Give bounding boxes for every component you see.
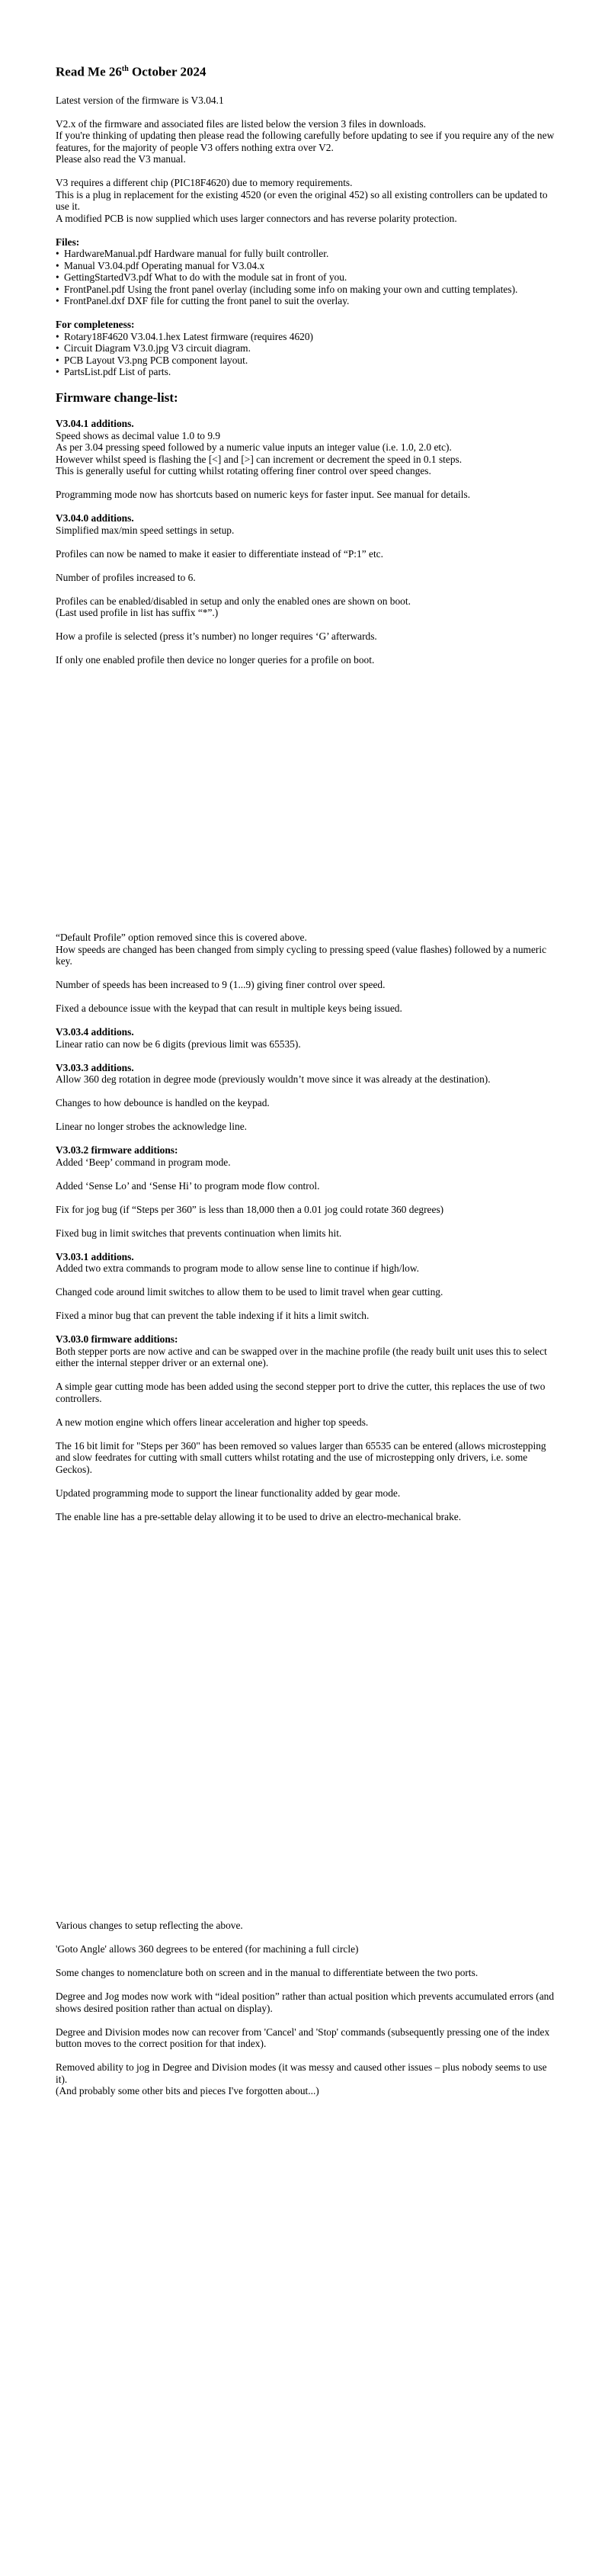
change-note: A simple gear cutting mode has been added using the second stepper port to drive the cutter, this replaces the use of two controllers. — [56, 1381, 546, 1404]
changelist-part-3 — [56, 1920, 559, 2097]
intro-paragraph: V2.x of the firmware and associated files are listed below the version 3 files in downloads. If you're thinking of updating then please read the following carefully before updating to see if you require any of the new features, for the majority of people V3 offers nothing extra over V2. Please also read the V3 manual. — [56, 117, 555, 165]
change-note: Added ‘Beep’ command in program mode. — [56, 1156, 231, 1168]
change-note: Fix for jog bug (if “Steps per 360” is less than 18,000 then a 0.01 jog could rotate 360 degrees) — [56, 1203, 444, 1215]
list-item: • Circuit Diagram V3.0.jpg V3 circuit diagram. — [56, 342, 559, 354]
intro-paragraph: V3 requires a different chip (PIC18F4620) due to memory requirements. This is a plug in replacement for the existing 4520 (or even the original 452) so all existing controllers can be updated to use it. A modified PCB is now supplied which uses larger connectors and has reverse polarity protection. — [56, 177, 548, 224]
list-item: • Manual V3.04.pdf Operating manual for V3.04.x — [56, 260, 559, 272]
changelist-part-1 — [56, 418, 559, 666]
list-item: • FrontPanel.pdf Using the front panel overlay (including some info on making your own and cutting templates). — [56, 284, 559, 296]
version-heading: V3.03.1 additions. — [56, 1250, 134, 1262]
version-heading: V3.04.1 additions. — [56, 418, 134, 430]
change-note: Various changes to setup reflecting the above. — [56, 1920, 243, 1931]
files-list — [56, 248, 559, 307]
change-note: Changes to how debounce is handled on the keypad. — [56, 1097, 270, 1108]
change-note: Fixed a debounce issue with the keypad that can result in multiple keys being issued. — [56, 1002, 402, 1014]
list-item: • GettingStartedV3.pdf What to do with the module sat in front of you. — [56, 271, 559, 284]
change-note: How a profile is selected (press it’s number) no longer requires ‘G’ afterwards. — [56, 630, 377, 643]
list-item: • FrontPanel.dxf DXF file for cutting the front panel to suit the overlay. — [56, 295, 559, 307]
change-note: Removed ability to jog in Degree and Division modes (it was messy and caused other issues – plus nobody seems to use it). (And probably some other bits and pieces I've forgotten about...) — [56, 2061, 547, 2096]
intro-paragraph: Latest version of the firmware is V3.04.1 — [56, 94, 224, 106]
list-item: • PartsList.pdf List of parts. — [56, 366, 559, 378]
change-note: Profiles can now be named to make it easier to differentiate instead of “P:1” etc. — [56, 547, 383, 560]
intro-section — [56, 95, 559, 225]
change-note: Speed shows as decimal value 1.0 to 9.9 As per 3.04 pressing speed followed by a numeric value inputs an integer value (i.e. 1.0, 2.0 etc). However whilst speed is flashing the [<] and [>] can increment or decrement the speed in 0.1 steps. This is generally useful for cutting whilst rotating offering finer control over speed changes. — [56, 429, 463, 477]
version-heading: V3.03.0 firmware additions: — [56, 1333, 178, 1345]
change-note: Programming mode now has shortcuts based on numeric keys for faster input. See manual for details. — [56, 489, 471, 501]
list-item: • PCB Layout V3.png PCB component layout. — [56, 354, 559, 367]
change-note: 'Goto Angle' allows 360 degrees to be entered (for machining a full circle) — [56, 1943, 359, 1955]
change-note: Added ‘Sense Lo’ and ‘Sense Hi’ to program mode flow control. — [56, 1179, 320, 1192]
change-note: Allow 360 deg rotation in degree mode (previously wouldn’t move since it was already at the destination). — [56, 1073, 491, 1085]
change-note: A new motion engine which offers linear acceleration and higher top speeds. — [56, 1416, 369, 1428]
document-page-2 — [56, 932, 559, 1535]
changelist-heading: Firmware change-list: — [56, 390, 178, 406]
document-title: Read Me 26th October 2024 — [56, 64, 206, 79]
version-heading: V3.03.2 firmware additions: — [56, 1144, 178, 1156]
change-note: Updated programming mode to support the linear functionality added by gear mode. — [56, 1487, 401, 1499]
change-note: Degree and Division modes now can recover from 'Cancel' and 'Stop' commands (subsequently pressing one of the index button moves to the correct position for that index). — [56, 2026, 550, 2049]
change-note: Profiles can be enabled/disabled in setup and only the enabled ones are shown on boot. (Last used profile in list has suffix “*”.) — [56, 595, 411, 619]
change-note: Linear no longer strobes the acknowledge line. — [56, 1121, 247, 1132]
document-page-1 — [56, 61, 559, 678]
changelist-continued — [56, 932, 559, 1015]
change-note: Both stepper ports are now active and can be swapped over in the machine profile (the ready built unit uses this to select either the internal stepper driver or an external one). — [56, 1345, 547, 1368]
change-note: Degree and Jog modes now work with “ideal position” rather than actual position which prevents accumulated errors (and shows desired position rather than actual on display). — [56, 1991, 555, 2014]
change-note: Simplified max/min speed settings in setup. — [56, 524, 235, 536]
change-note: Changed code around limit switches to allow them to be used to limit travel when gear cutting. — [56, 1286, 443, 1298]
change-note: The 16 bit limit for "Steps per 360" has been removed so values larger than 65535 can be entered (allows microstepping and slow feedrates for cutting with small cutters whilst rotating and the use of microstepping only drivers, i.e. some Geckos). — [56, 1439, 546, 1475]
change-note: The enable line has a pre-settable delay allowing it to be used to drive an electro-mechanical brake. — [56, 1510, 462, 1522]
version-heading: V3.03.3 additions. — [56, 1061, 134, 1073]
changelist-part-2 — [56, 1026, 559, 1522]
files-heading: Files: — [56, 236, 80, 248]
change-note: Fixed bug in limit switches that prevents continuation when limits hit. — [56, 1227, 342, 1239]
list-item: • HardwareManual.pdf Hardware manual for fully built controller. — [56, 248, 559, 260]
change-note: Number of speeds has been increased to 9 (1...9) giving finer control over speed. — [56, 979, 386, 990]
completeness-list — [56, 331, 559, 378]
document-page-3 — [56, 1920, 559, 2109]
change-note: If only one enabled profile then device no longer queries for a profile on boot. — [56, 654, 375, 666]
change-note: Linear ratio can now be 6 digits (previous limit was 65535). — [56, 1038, 301, 1050]
completeness-heading: For completeness: — [56, 319, 135, 331]
change-note: Fixed a minor bug that can prevent the table indexing if it hits a limit switch. — [56, 1310, 370, 1321]
version-heading: V3.04.0 additions. — [56, 512, 134, 525]
change-note: “Default Profile” option removed since this is covered above. How speeds are changed has been changed from simply cycling to pressing speed (value flashes) followed by a numeric key. — [56, 932, 547, 967]
list-item: • Rotary18F4620 V3.04.1.hex Latest firmware (requires 4620) — [56, 331, 559, 343]
change-note: Added two extra commands to program mode to allow sense line to continue if high/low. — [56, 1262, 420, 1274]
version-heading: V3.03.4 additions. — [56, 1026, 134, 1038]
change-note: Number of profiles increased to 6. — [56, 571, 196, 583]
change-note: Some changes to nomenclature both on screen and in the manual to differentiate between the two ports. — [56, 1967, 479, 1978]
